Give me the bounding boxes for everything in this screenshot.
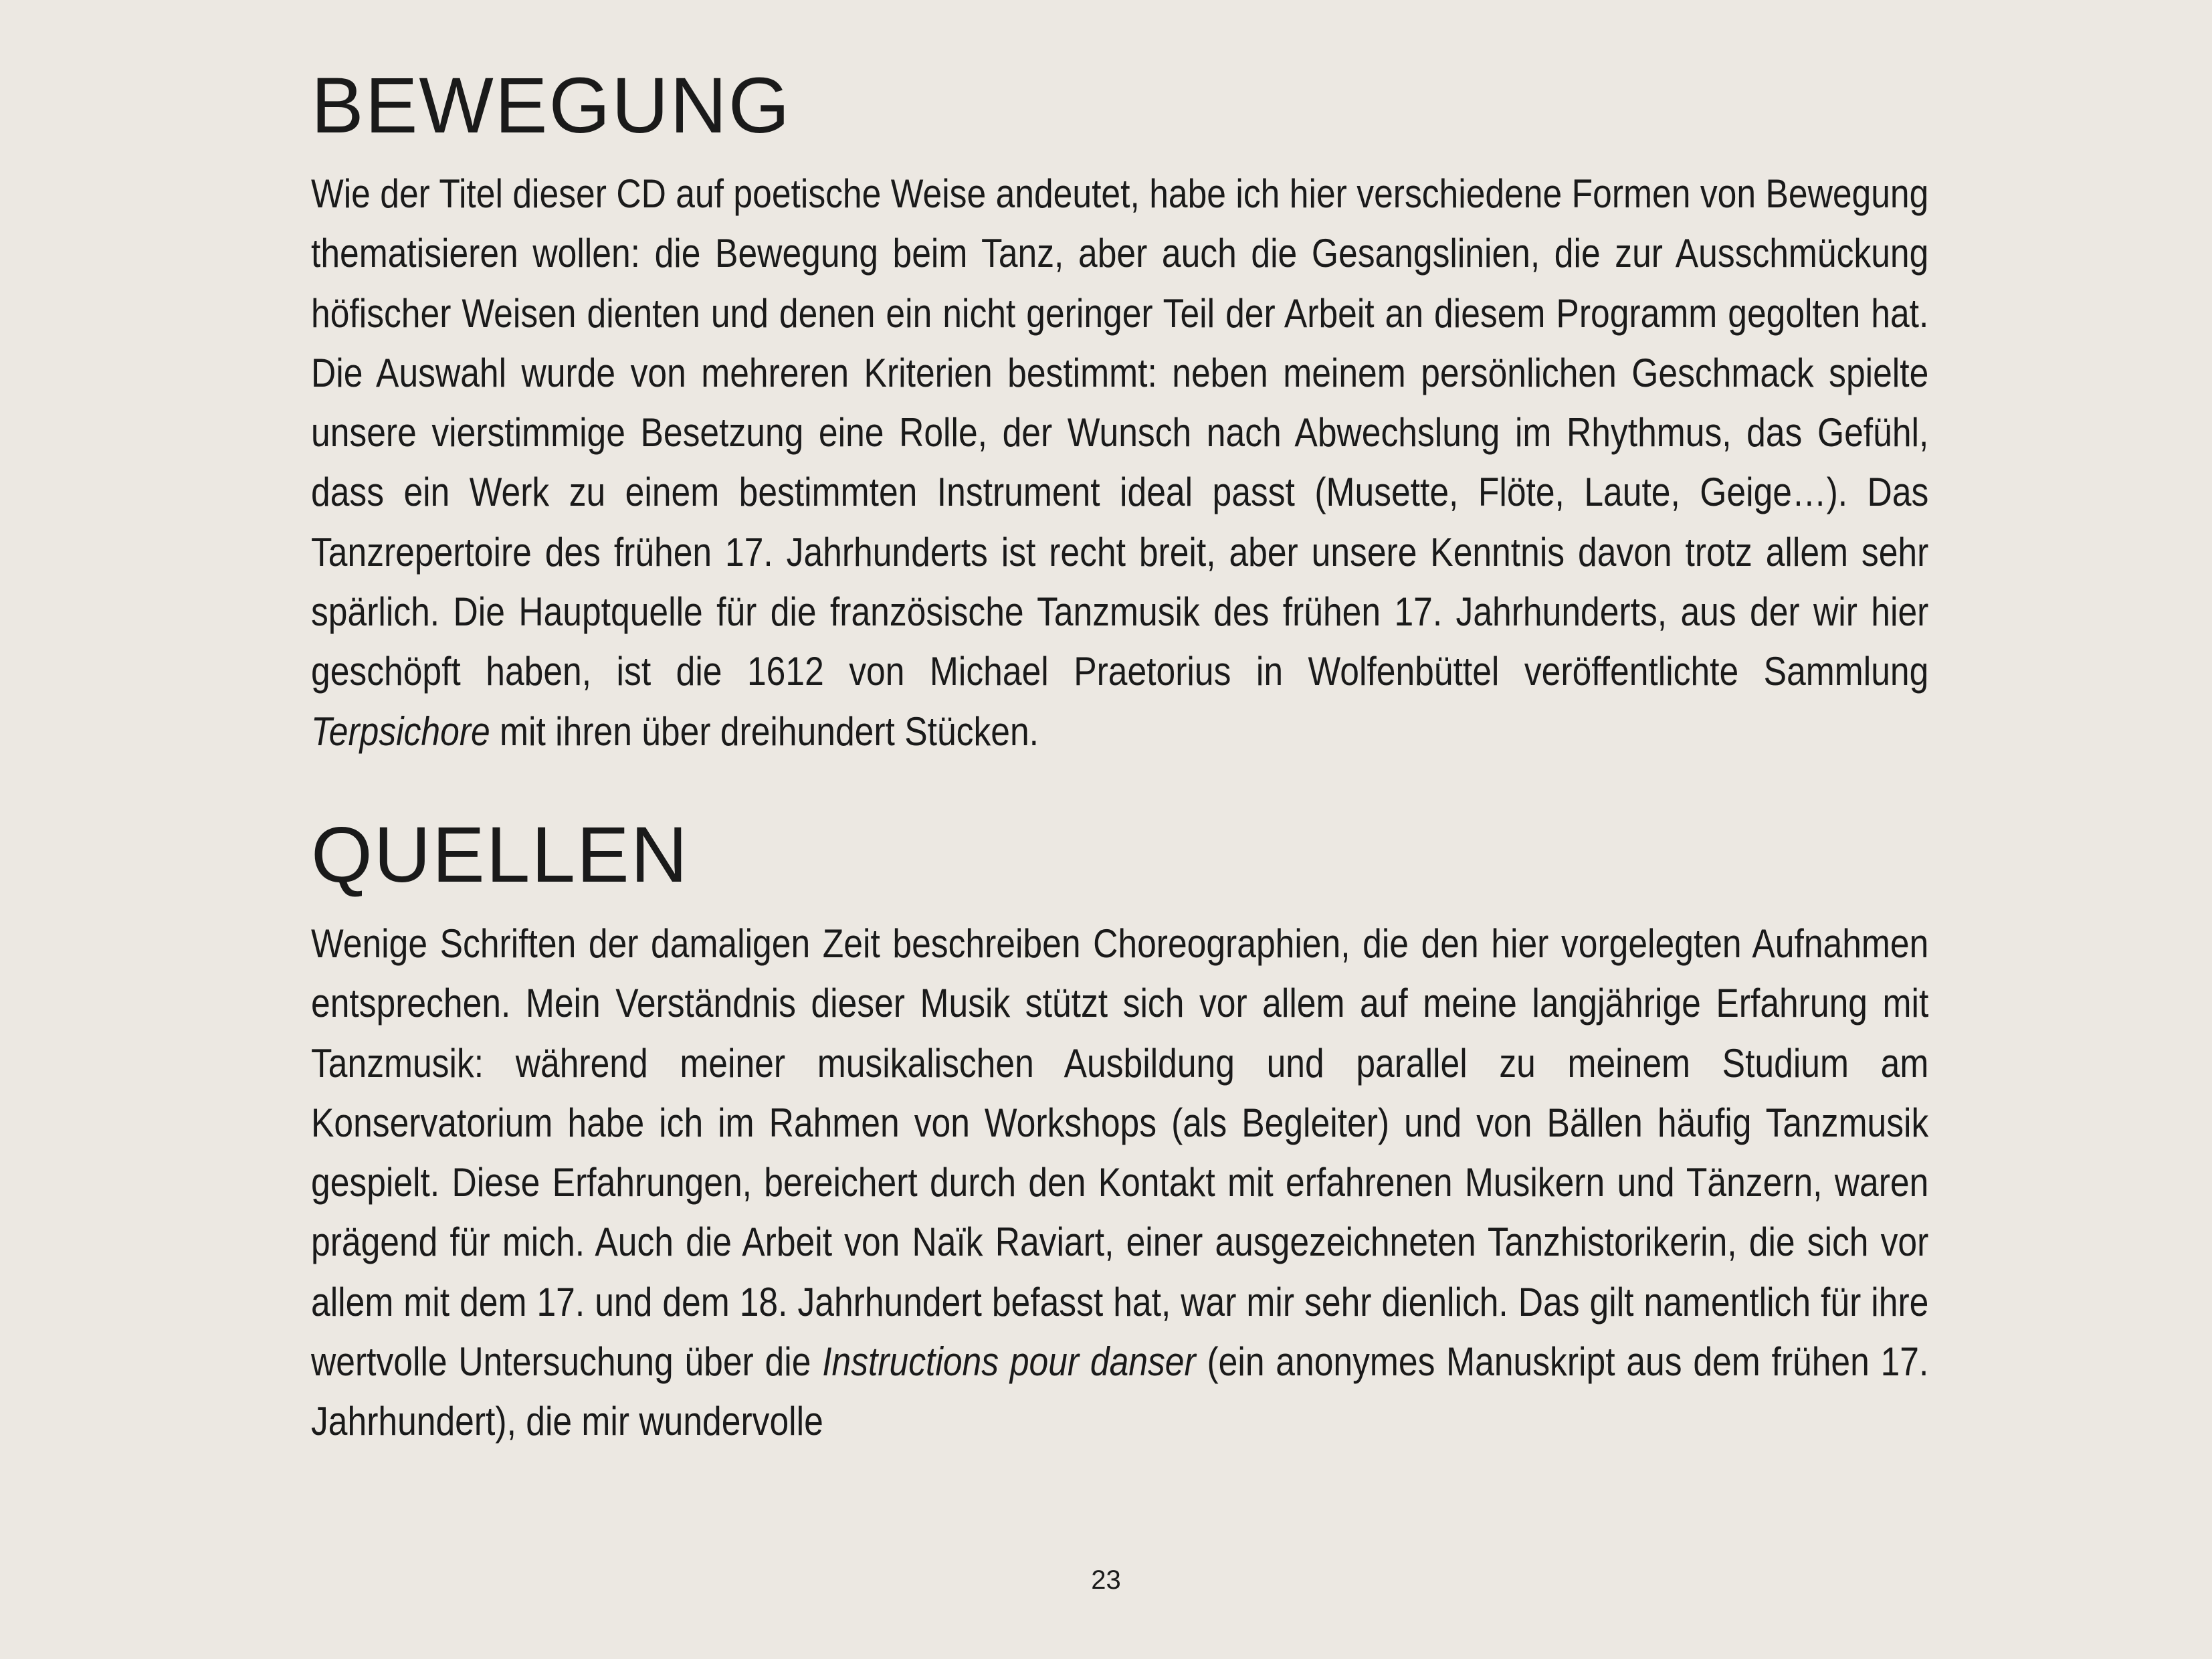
italic-title-terpsichore: Terpsichore: [311, 708, 490, 754]
paragraph-text: mit ihren über dreihundert Stücken.: [490, 708, 1039, 754]
document-page: [311, 0, 1928, 1659]
page-number: 23: [1091, 1565, 1121, 1595]
italic-title-instructions: Instructions pour danser: [822, 1339, 1196, 1385]
paragraph-text: Wie der Titel dieser CD auf poetische Weise andeutet, habe ich hier verschiedene Formen von Bewegung thematisieren wollen: die Bewegung beim Tanz, aber auch die Gesangslinien, die zur Ausschmückung höfischer Weisen dienten und denen ein nicht geringer Teil der Arbeit an diesem Programm gegolten hat. Die Auswahl wurde von mehreren Kriterien bestimmt: neben meinem persönlichen Geschmack spielte unsere vierstimmige Besetzung eine Rolle, der Wunsch nach Abwechslung im Rhythmus, das Gefühl, dass ein Werk zu einem bestimmten Instrument ideal passt (Musette, Flöte, Laute, Geige…). Das Tanzrepertoire des frühen 17. Jahrhunderts ist recht breit, aber unsere Kenntnis davon trotz allem sehr spärlich. Die Hauptquelle für die französische Tanzmusik des frühen 17. Jahrhunderts, aus der wir hier geschöpft haben, ist die 1612 von Michael Praetorius in Wolfenbüttel veröffentlichte Sammlung: [311, 171, 1929, 694]
paragraph-text: (ein anonymes Manuskript aus dem frühen 17. Jahrhundert), die mir wundervolle: [311, 1339, 1929, 1444]
section-paragraph-quellen: [311, 914, 1928, 1452]
paragraph-text: Wenige Schriften der damaligen Zeit beschreiben Choreographien, die den hier vorgelegten Aufnahmen entsprechen. Mein Verständnis dieser Musik stützt sich vor allem auf meine langjährige Erfahrung mit Tanzmusik: während meiner musikalischen Ausbildung und parallel zu meinem Studium am Konservatorium habe ich im Rahmen von Workshops (als Begleiter) und von Bällen häufig Tanzmusik gespielt. Diese Erfahrungen, bereichert durch den Kontakt mit erfahrenen Musikern und Tänzern, waren prägend für mich. Auch die Arbeit von Naïk Raviart, einer ausgezeichneten Tanzhistorikerin, die sich vor allem mit dem 17. und dem 18. Jahrhundert befasst hat, war mir sehr dienlich. Das gilt namentlich für ihre wertvolle Untersuchung über die: [311, 921, 1929, 1385]
section-heading-bewegung: BEWEGUNG: [311, 62, 791, 150]
section-paragraph-bewegung: [311, 164, 1928, 761]
section-heading-quellen: QUELLEN: [311, 811, 689, 899]
